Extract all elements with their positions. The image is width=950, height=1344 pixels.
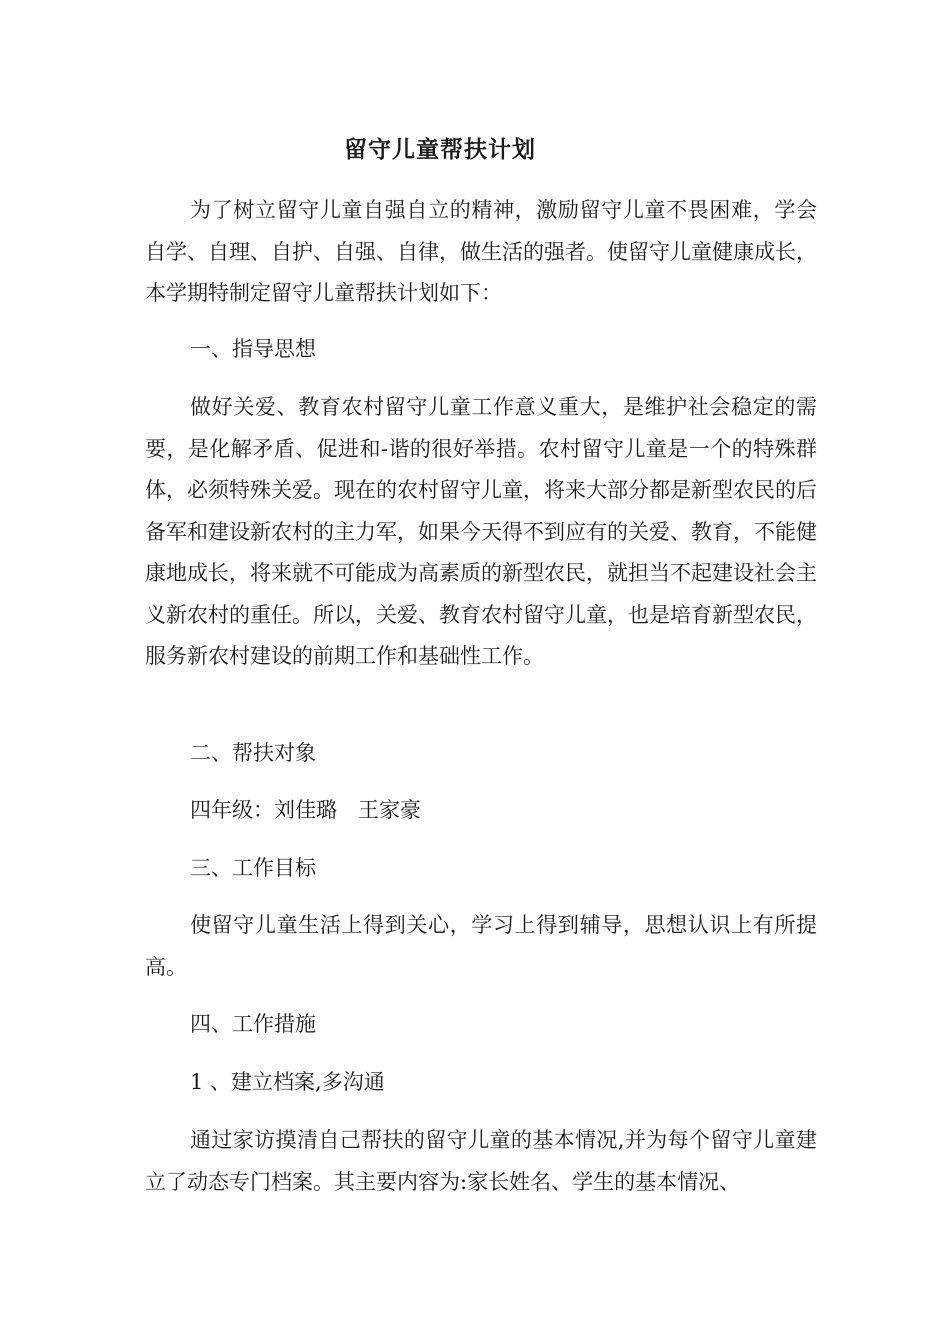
measure-1-heading: 1 、建立档案,多沟通 — [190, 1070, 385, 1094]
document-title: 留守儿童帮扶计划 — [344, 137, 536, 163]
guiding-ideology-paragraph: 做好关爱、教育农村留守儿童工作意义重大，是维护社会稳定的需要，是化解矛盾、促进和-谐的很好举措。农村留守儿童是一个的特殊群体，必须特殊关爱。现在的农村留守儿童，将来大部分都是新型农民的后备军和建设新农村的主力军，如果今天得不到应有的关爱、教育，不能健康地成长，将来就不可能成为高素质的新型农民，就担当不起建设社会主义新农村的重任。所以，关爱、教育农村留守儿童，也是培育新型农民，服务新农村建设的前期工作和基础性工作。 — [145, 395, 817, 668]
measure-1-paragraph: 通过家访摸清自己帮扶的留守儿童的基本情况,并为每个留守儿童建立了动态专门档案。其主要内容为:家长姓名、学生的基本情况、 — [145, 1128, 817, 1194]
section-heading-goals: 三、工作目标 — [190, 856, 316, 880]
section-heading-measures: 四、工作措施 — [190, 1012, 316, 1036]
intro-paragraph: 为了树立留守儿童自强自立的精神，激励留守儿童不畏困难，学会自学、自理、自护、自强、自律，做生活的强者。使留守儿童健康成长，本学期特制定留守儿童帮扶计划如下： — [145, 198, 817, 305]
targets-paragraph: 四年级：刘佳璐 王家豪 — [190, 798, 421, 822]
goals-paragraph: 使留守儿童生活上得到关心，学习上得到辅导，思想认识上有所提高。 — [145, 913, 817, 979]
section-heading-targets: 二、帮扶对象 — [190, 741, 316, 765]
section-heading-guiding-ideology: 一、指导思想 — [190, 337, 316, 361]
